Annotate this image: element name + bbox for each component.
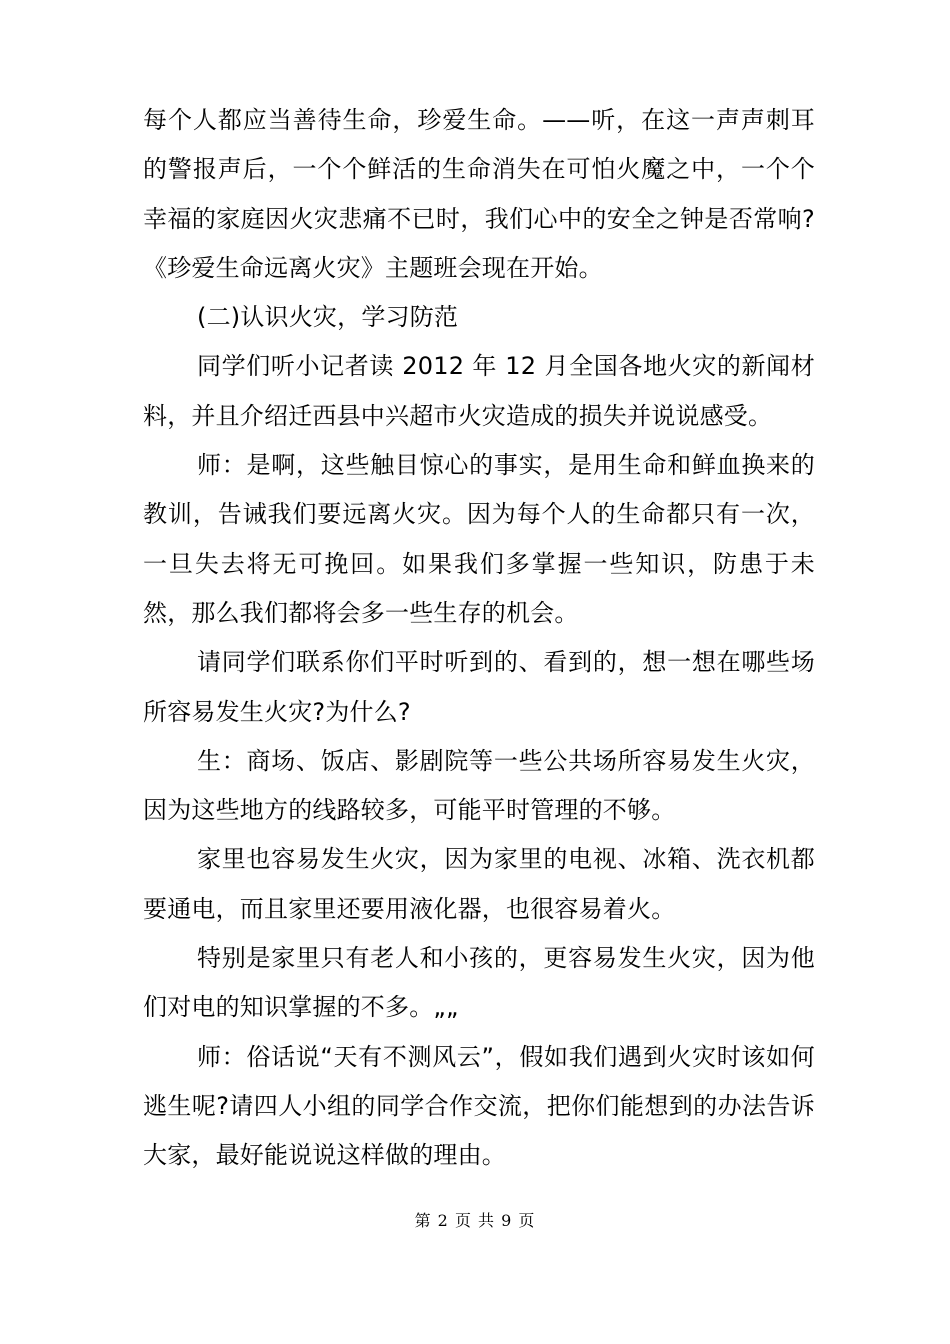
paragraph: 请同学们联系你们平时听到的、看到的，想一想在哪些场所容易发生火灾?为什么? (143, 648, 815, 726)
paragraph: 师：是啊，这些触目惊心的事实，是用生命和鲜血换来的教训，告诫我们要远离火灾。因为每个人的生命都只有一次，一旦失去将无可挽回。如果我们多掌握一些知识，防患于未然，那么我们都将会多一些生存的机会。 (143, 451, 815, 627)
paragraph: 生：商场、饭店、影剧院等一些公共场所容易发生火灾，因为这些地方的线路较多，可能平时管理的不够。 (143, 746, 815, 825)
page-number-footer: 第 2 页 共 9 页 (414, 1211, 536, 1230)
paragraph: 同学们听小记者读 2012 年 12 月全国各地火灾的新闻材料，并且介绍迁西县中兴超市火灾造成的损失并说说感受。 (143, 352, 815, 430)
paragraph: 家里也容易发生火灾，因为家里的电视、冰箱、洗衣机都要通电，而且家里还要用液化器，也很容易着火。 (143, 845, 815, 923)
paragraph: 师：俗话说“天有不测风云”，假如我们遇到火灾时该如何逃生呢?请四人小组的同学合作交流，把你们能想到的办法告诉大家，最好能说说这样做的理由。 (143, 1042, 815, 1170)
paragraph: 每个人都应当善待生命，珍爱生命。——听，在这一声声刺耳的警报声后，一个个鲜活的生命消失在可怕火魔之中，一个个幸福的家庭因火灾悲痛不已时，我们心中的安全之钟是否常响?《珍爱生命远离火灾》主题班会现在开始。 (143, 106, 815, 282)
section-heading: (二)认识火灾，学习防范 (197, 303, 459, 332)
paragraph: 特别是家里只有老人和小孩的，更容易发生火灾，因为他们对电的知识掌握的不多。„„ (143, 944, 815, 1022)
document-body (143, 96, 815, 1181)
